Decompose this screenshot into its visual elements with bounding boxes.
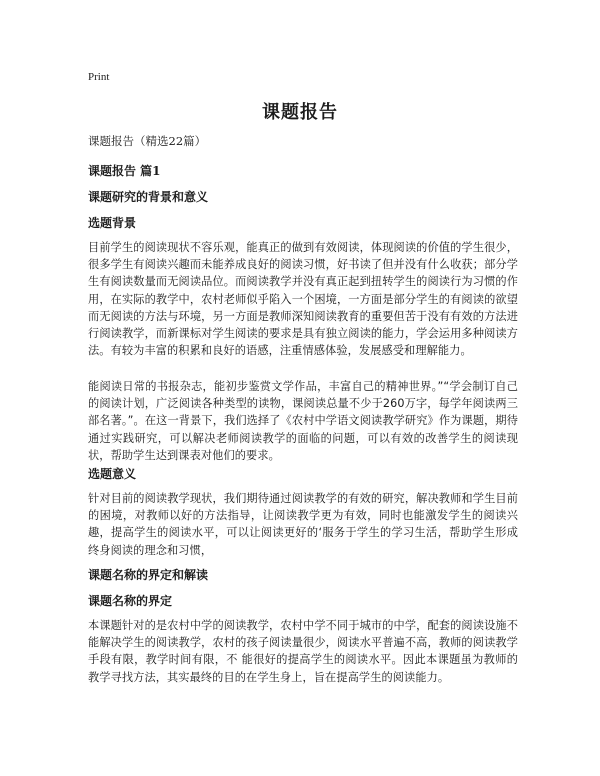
heading-name-definition: 课题名称的界定 [88,594,173,608]
heading-topic-significance: 选题意义 [88,467,137,481]
document-title: 课题报告 [262,102,338,123]
heading-topic-background: 选题背景 [88,216,137,230]
heading-research-background: 课题研究的背景和意义 [88,190,209,204]
paragraph-name-definition: 本课题针对的是农村中学的阅读教学，农村中学不同于城市的中学，配套的阅读设施不能解决学生的阅读教学，农村的孩子阅读量很少，阅读水平普遍不高，教师的阅读教学手段有限，教学时间有限，不 能很好的提高学生的阅读水平。因此本课题虽为教师的教学寻找方法，其实最终的目的在学生身上，旨在提高学生的阅读能力。 [88,619,518,684]
paragraph-topic-background-1: 目前学生的阅读现状不容乐观，能真正的做到有效阅读，体现阅读的价值的学生很少，很多学生有阅读兴趣而未能养成良好的阅读习惯，好书读了但并没有什么收获；部分学生有阅读数量而无阅读品位。而阅读教学并没有真正起到扭转学生的阅读行为习惯的作用，在实际的教学中，农村老师似乎陷入一个困境，一方面是部分学生的有阅读的欲望而无阅读的方法与环境，另一方面是教师深知阅读教育的重要但苦于没有有效的方法进行阅读教学，而新课标对学生阅读的要求是具有独立阅读的能力，学会运用多种阅读方法。有较为丰富的积累和良好的语感，注重情感体验，发展感受和理解能力。 [88,241,518,358]
section-heading: 课题报告 篇1 [88,164,161,178]
paragraph-topic-significance: 针对目前的阅读教学现状，我们期待通过阅读教学的有效的研究，解决教师和学生目前的困境，对教师以好的方法指导，让阅读教学更为有效，同时也能激发学生的阅读兴趣，提高学生的阅读水平，可以让阅读更好的‘服务于学生的学习生活，帮助学生形成终身阅读的理念和习惯， [88,492,518,557]
document-subtitle: 课题报告（精选22篇） [88,134,207,148]
print-label: Print [88,71,110,83]
paragraph-topic-background-2: 能阅读日常的书报杂志，能初步鉴赏文学作品，丰富自己的精神世界。”“学会制订自己的阅读计划，广泛阅读各种类型的读物，课阅读总量不少于260万字，每学年阅读两三部名著。”。在这一背景下，我们选择了《农村中学语文阅读教学研究》作为课题，期待通过实践研究，可以解决老师阅读教学的面临的问题，可以有效的改善学生的阅读现状，帮助学生达到课表对他们的要求。 [88,380,518,462]
heading-definition: 课题名称的界定和解读 [88,568,209,582]
